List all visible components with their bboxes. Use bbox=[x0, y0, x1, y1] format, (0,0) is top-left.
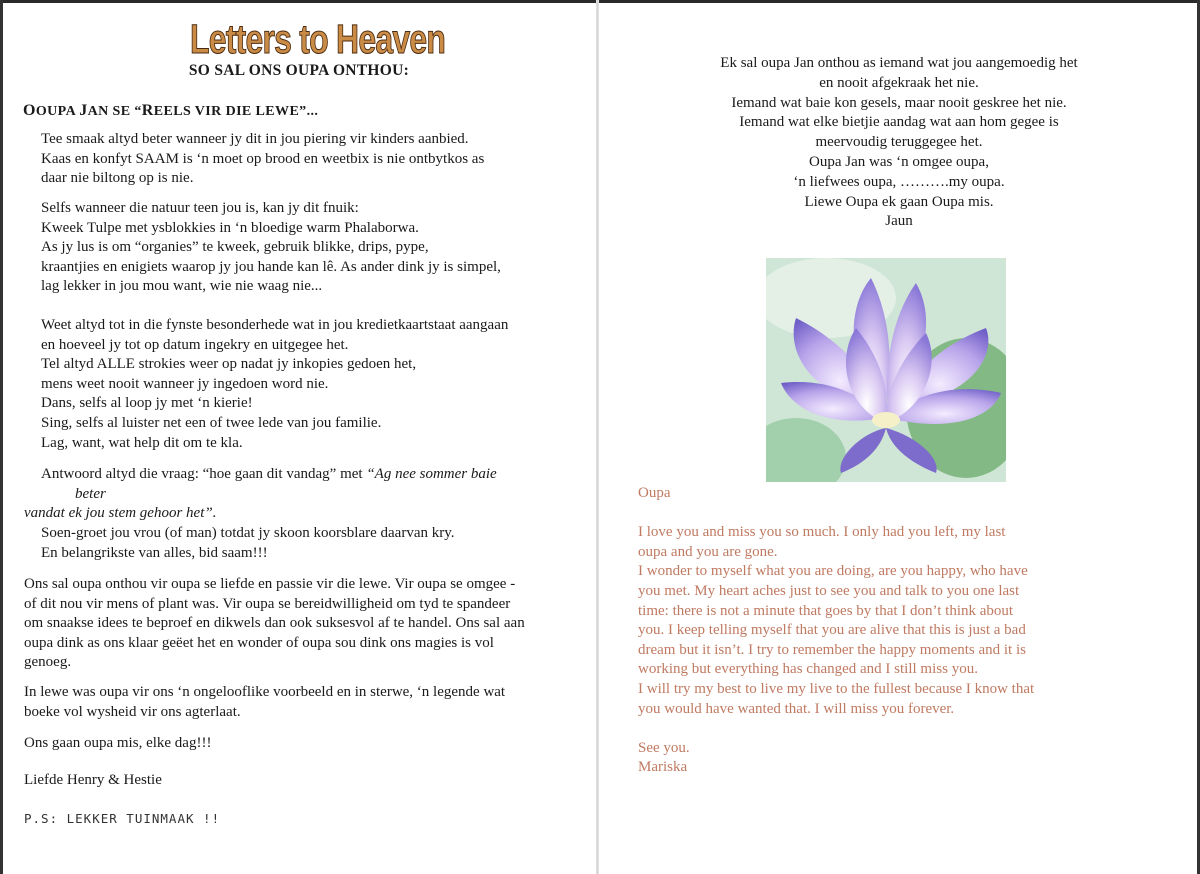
quote-prefix: Antwoord altyd die vraag: “hoe gaan dit vandag” met bbox=[41, 466, 367, 482]
poem-author: Jaun bbox=[885, 213, 913, 230]
poem-line: meervoudig teruggegee het. bbox=[815, 134, 983, 151]
letter-line: I wonder to myself what you are doing, are you happy, who have bbox=[638, 563, 1028, 580]
text-line: om snaakse idees te beproef en dikwels dan ook suksesvol af te handel. Ons sal aan bbox=[24, 615, 525, 632]
poem-line: Oupa Jan was ‘n omgee oupa, bbox=[809, 153, 989, 170]
text-line: boeke vol wysheid vir ons agterlaat. bbox=[24, 703, 241, 720]
text-line: mens weet nooit wanneer jy ingedoen word nie. bbox=[41, 375, 329, 392]
poem bbox=[598, 54, 1200, 232]
text-line: Lag, want, wat help dit om te kla. bbox=[41, 434, 243, 451]
banner-title: Letters to Heaven bbox=[190, 16, 446, 62]
heading-rest: EELS VIR DIE LEWE”... bbox=[153, 104, 319, 119]
paragraph-6 bbox=[24, 683, 505, 722]
paragraph-5 bbox=[24, 575, 525, 673]
paragraph-4 bbox=[41, 465, 497, 504]
paragraph-3 bbox=[41, 316, 508, 453]
text-line: of dit nou vir mens of plant was. Vir oupa se bereidwilligheid om tyd te spandeer bbox=[24, 595, 511, 612]
poem-line: Iemand wat baie kon gesels, maar nooit geskree het nie. bbox=[731, 94, 1067, 111]
blank-line bbox=[638, 719, 1034, 739]
text-line bbox=[41, 465, 497, 485]
letter-line: you. I keep telling myself that you are alive that this is just a bad bbox=[638, 622, 1026, 639]
letter-line: I love you and miss you so much. I only had you left, my last bbox=[638, 524, 1006, 541]
text-line: kraantjies en enigiets waarop jy jou hande kan lê. As ander dink jy is simpel, bbox=[41, 258, 501, 275]
paragraph-7: Ons gaan oupa mis, elke dag!!! bbox=[24, 735, 212, 751]
section-heading bbox=[23, 102, 318, 120]
letter-closing: See you. bbox=[638, 739, 690, 756]
text-line: Ons sal oupa onthou vir oupa se liefde en passie vir die lewe. Vir oupa se omgee - bbox=[24, 576, 516, 592]
poem-line: en nooit afgekraak het nie. bbox=[819, 74, 979, 91]
letter-line: time: there is not a minute that goes by that I don’t think about bbox=[638, 602, 1014, 619]
subtitle: SO SAL ONS OUPA ONTHOU: bbox=[188, 62, 410, 79]
letter-salutation: Oupa bbox=[638, 485, 671, 501]
text-line: daar nie biltong op is nie. bbox=[41, 170, 194, 187]
text-line: lag lekker in jou mou want, wie nie waag nie... bbox=[41, 278, 323, 295]
text-line: Weet altyd tot in die fynste besonderhede wat in jou kredietkaartstaat aangaan bbox=[41, 317, 509, 333]
lotus-image bbox=[766, 258, 1006, 482]
blank-line bbox=[638, 504, 1034, 524]
letter-line: working but everything has changed and I still miss you. bbox=[638, 661, 978, 678]
left-page bbox=[0, 0, 598, 874]
paragraph-2 bbox=[41, 199, 501, 297]
text-line: In lewe was oupa vir ons ‘n ongelooflike voorbeeld en in sterwe, ‘n legende wat bbox=[24, 684, 506, 700]
heading-oupa: OUPA bbox=[35, 104, 80, 119]
text-line: As jy lus is om “organies” te kweek, gebruik blikke, drips, pype, bbox=[41, 239, 429, 256]
heading-initial-o: O bbox=[23, 102, 36, 119]
heading-initial-j: J bbox=[79, 102, 88, 119]
letter-closing-name: Mariska bbox=[638, 759, 688, 776]
text-line: genoeg. bbox=[24, 654, 72, 671]
quote-italic: “Ag nee sommer baie bbox=[366, 466, 497, 482]
postscript: P.S: LEKKER TUINMAAK !! bbox=[24, 811, 221, 826]
lotus-flower-icon bbox=[766, 258, 1006, 482]
letter-line: you met. My heart aches just to see you and talk to you one last bbox=[638, 582, 1020, 599]
paragraph-4-cont bbox=[41, 524, 455, 563]
text-line: Dans, selfs al loop jy met ‘n kierie! bbox=[41, 395, 253, 412]
paragraph-1 bbox=[41, 130, 484, 189]
heading-an: AN SE “ bbox=[87, 104, 142, 119]
quote-italic-2: beter bbox=[75, 485, 106, 502]
text-line: en hoeveel jy tot op datum ingekry en uitgegee het. bbox=[41, 336, 349, 353]
poem-line: ‘n liefwees oupa, ……….my oupa. bbox=[793, 173, 1005, 190]
poem-line: Iemand wat elke bietjie aandag wat aan hom gegee is bbox=[739, 114, 1059, 131]
text-line: En belangrikste van alles, bid saam!!! bbox=[41, 544, 268, 561]
right-page bbox=[598, 0, 1200, 874]
quote-italic-3: vandat ek jou stem gehoor het”. bbox=[24, 505, 217, 521]
poem-line: Ek sal oupa Jan onthou as iemand wat jou aangemoedig het bbox=[720, 55, 1078, 71]
text-line: Kweek Tulpe met ysblokkies in ‘n bloedige warm Phalaborwa. bbox=[41, 219, 419, 236]
text-line: oupa dink as ons klaar geëet het en wonder of oupa sou dink ons magies is vol bbox=[24, 634, 494, 651]
text-line: Tee smaak altyd beter wanneer jy dit in jou piering vir kinders aanbied. bbox=[41, 131, 469, 147]
letter-line: dream but it isn’t. I try to remember the happy moments and it is bbox=[638, 641, 1026, 658]
letter-line: you would have wanted that. I will miss you forever. bbox=[638, 700, 955, 717]
text-line: Soen-groet jou vrou (of man) totdat jy skoon koorsblare daarvan kry. bbox=[41, 525, 455, 541]
text-line: Tel altyd ALLE strokies weer op nadat jy inkopies gedoen het, bbox=[41, 356, 417, 373]
letter-mariska bbox=[638, 484, 1034, 778]
text-line: Sing, selfs al luister net een of twee lede van jou familie. bbox=[41, 414, 382, 431]
letter-line: I will try my best to live my live to the fullest because I know that bbox=[638, 680, 1035, 697]
heading-initial-r: R bbox=[141, 102, 154, 119]
signature: Liefde Henry & Hestie bbox=[24, 772, 162, 788]
text-line: Selfs wanneer die natuur teen jou is, kan jy dit fnuik: bbox=[41, 200, 359, 216]
poem-line: Liewe Oupa ek gaan Oupa mis. bbox=[804, 193, 994, 210]
text-line: Kaas en konfyt SAAM is ‘n moet op brood en weetbix is nie ontbytkos as bbox=[41, 150, 485, 167]
letter-line: oupa and you are gone. bbox=[638, 543, 778, 560]
